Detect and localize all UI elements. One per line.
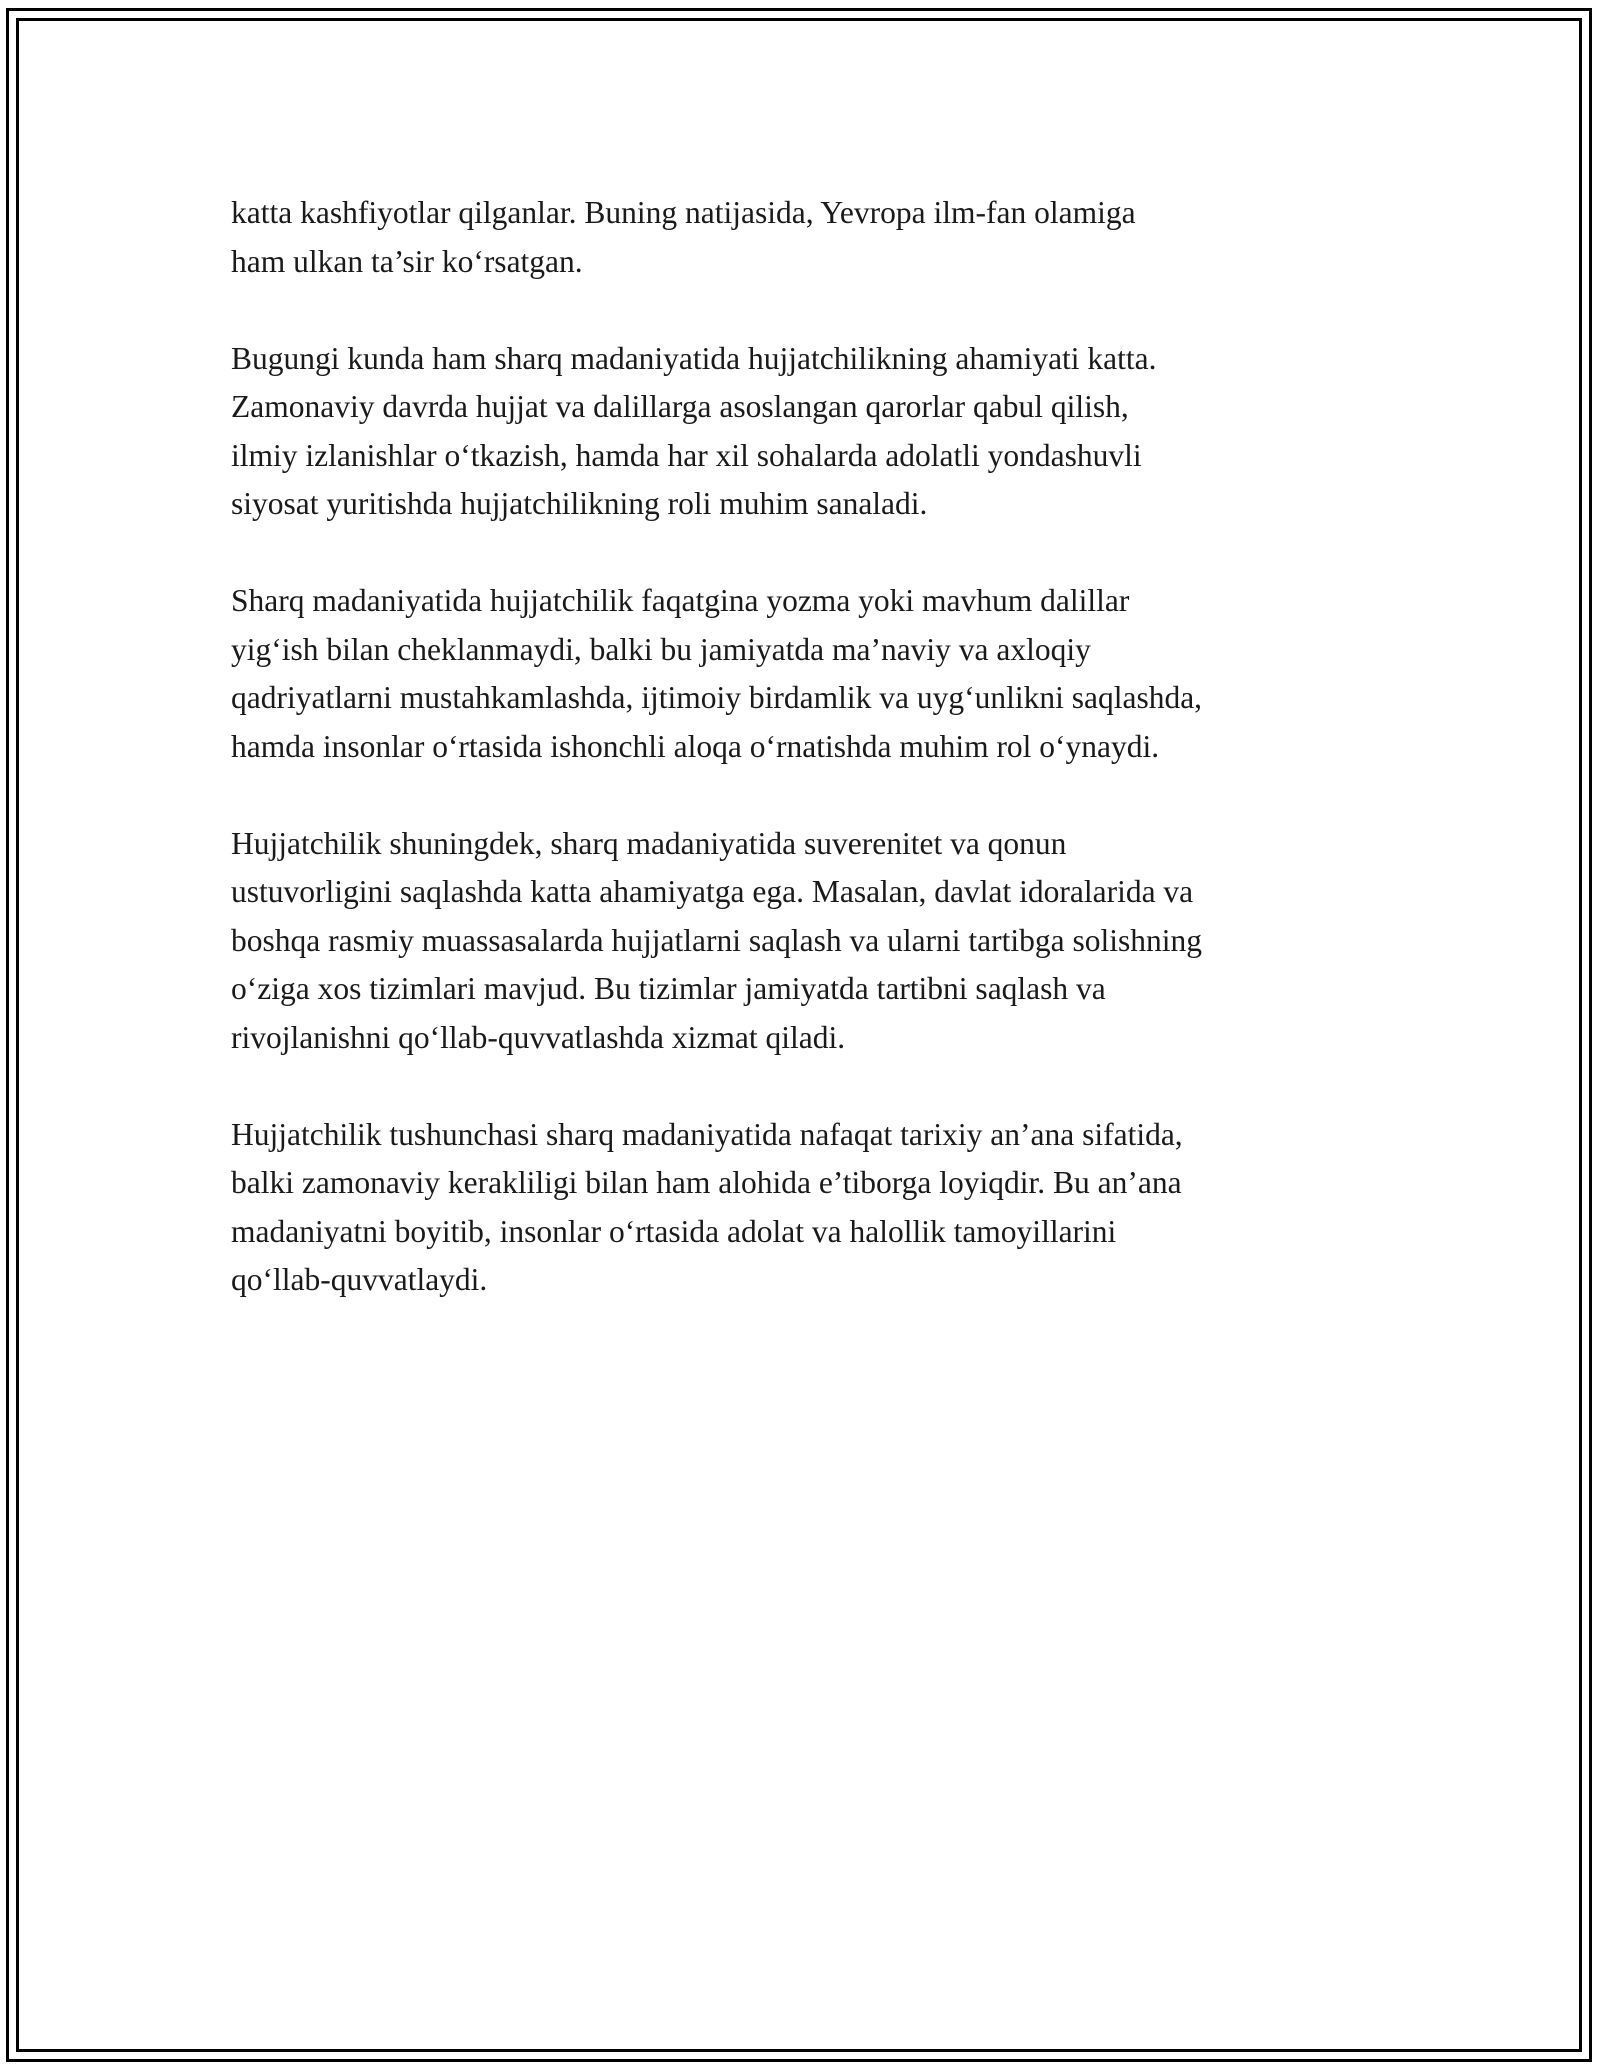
paragraph-1 [231, 189, 1411, 286]
text-line: qadriyatlarni mustahkamlashda, ijtimoiy birdamlik va uyg‘unlikni saqlashda, [231, 680, 1203, 715]
text-line: madaniyatni boyitib, insonlar o‘rtasida adolat va halollik tamoyillarini [231, 1213, 1117, 1249]
text-line: rivojlanishni qo‘llab-quvvatlashda xizmat qiladi. [231, 1019, 846, 1055]
text-line: ham ulkan ta’sir ko‘rsatgan. [231, 243, 583, 279]
text-line: Zamonaviy davrda hujjat va dalillarga asoslangan qarorlar qabul qilish, [231, 389, 1129, 424]
text-line: Sharq madaniyatida hujjatchilik faqatgina yozma yoki mavhum dalillar [231, 583, 1130, 618]
text-line: balki zamonaviy kerakliligi bilan ham alohida e’tiborga loyiqdir. Bu an’ana [231, 1165, 1182, 1200]
text-line: ilmiy izlanishlar o‘tkazish, hamda har xil sohalarda adolatli yondashuvli [231, 437, 1142, 473]
paragraph-3 [231, 577, 1411, 771]
text-line: Hujjatchilik shuningdek, sharq madaniyatida suverenitet va qonun [231, 825, 1067, 861]
text-line: katta kashfiyotlar qilganlar. Buning natijasida, Yevropa ilm-fan olamiga [231, 195, 1136, 230]
text-line: ustuvorligini saqlashda katta ahamiyatga ega. Masalan, davlat idoralarida va [231, 874, 1194, 909]
document-body [231, 189, 1411, 1353]
document-page [6, 8, 1592, 2062]
text-line: yig‘ish bilan cheklanmaydi, balki bu jamiyatda ma’naviy va axloqiy [231, 631, 1091, 667]
text-line: hamda insonlar o‘rtasida ishonchli aloqa o‘rnatishda muhim rol o‘ynaydi. [231, 728, 1160, 764]
text-line: Bugungi kunda ham sharq madaniyatida hujjatchilikning ahamiyati katta. [231, 340, 1157, 376]
text-line: siyosat yuritishda hujjatchilikning roli muhim sanaladi. [231, 486, 928, 521]
text-line: o‘ziga xos tizimlari mavjud. Bu tizimlar jamiyatda tartibni saqlash va [231, 971, 1106, 1006]
text-line: qo‘llab-quvvatlaydi. [231, 1262, 488, 1297]
paragraph-2 [231, 335, 1411, 529]
paragraph-5 [231, 1111, 1411, 1305]
text-line: Hujjatchilik tushunchasi sharq madaniyatida nafaqat tarixiy an’ana sifatida, [231, 1116, 1183, 1152]
text-line: boshqa rasmiy muassasalarda hujjatlarni saqlash va ularni tartibga solishning [231, 922, 1203, 958]
paragraph-4 [231, 820, 1411, 1063]
